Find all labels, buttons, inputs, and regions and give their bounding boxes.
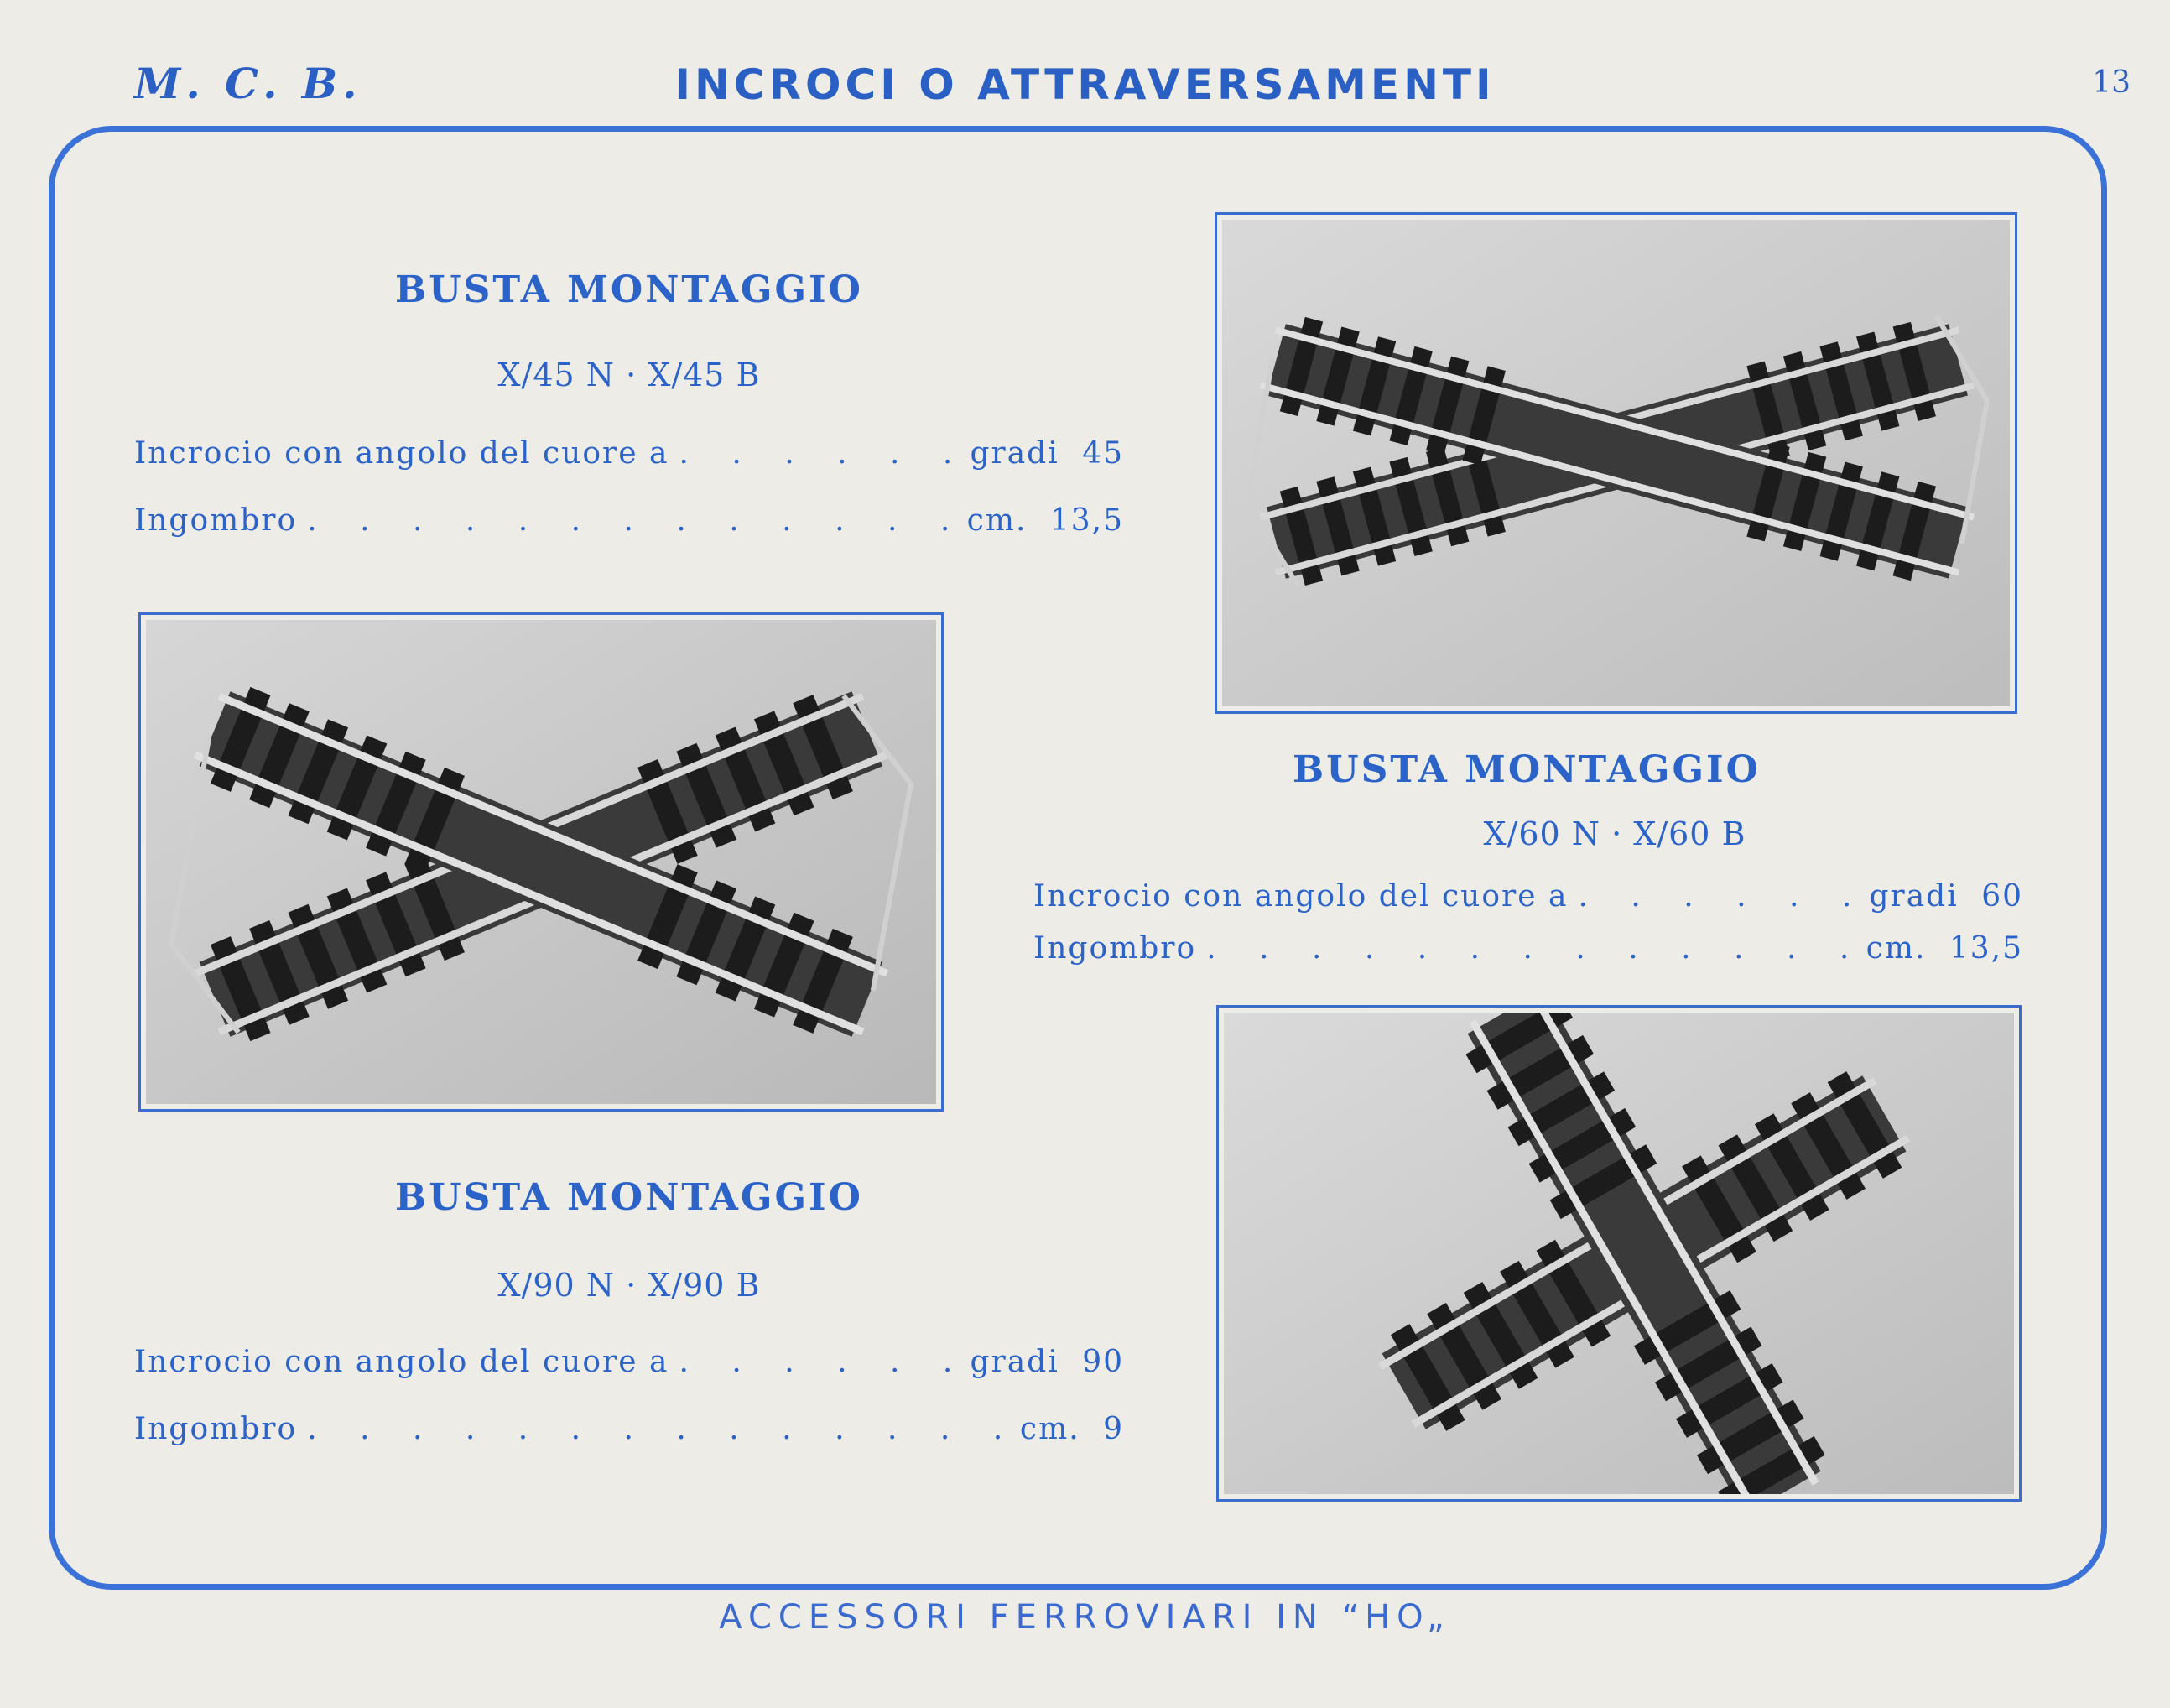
- angle-value: gradi 60: [1869, 879, 2023, 914]
- section-90-size-row: [134, 1412, 1124, 1446]
- crossing-90-image: [1224, 1013, 2014, 1494]
- section-45-heading: BUSTA MONTAGGIO: [395, 268, 863, 311]
- section-90-codes: X/90 N · X/90 B: [497, 1267, 761, 1304]
- angle-label: Incrocio con angolo del cuore a: [134, 436, 669, 471]
- angle-value: gradi 90: [970, 1345, 1124, 1379]
- dot-leader: [297, 1412, 1020, 1446]
- angle-value: gradi 45: [970, 436, 1124, 471]
- mcb-logo: M. C. B.: [134, 59, 362, 108]
- crossing-45-photo: [138, 612, 944, 1112]
- size-label: Ingombro: [1033, 931, 1197, 966]
- dot-leader: [297, 503, 966, 538]
- size-value: cm. 13,5: [1866, 931, 2023, 966]
- size-label: Ingombro: [134, 1412, 298, 1446]
- dot-leader: [1568, 879, 1869, 914]
- page-title: INCROCI O ATTRAVERSAMENTI: [674, 60, 1496, 109]
- angle-label: Incrocio con angolo del cuore a: [1033, 879, 1569, 914]
- section-60-codes: X/60 N · X/60 B: [1483, 815, 1746, 852]
- page-footer: ACCESSORI FERROVIARI IN “HO„: [719, 1598, 1451, 1637]
- section-90-angle-row: [134, 1345, 1124, 1379]
- size-value: cm. 13,5: [966, 503, 1124, 538]
- section-45-codes: X/45 N · X/45 B: [497, 357, 761, 393]
- dot-leader: [1196, 931, 1866, 966]
- crossing-90-photo: [1216, 1005, 2022, 1502]
- crossing-45-image: [146, 620, 936, 1104]
- section-90-heading: BUSTA MONTAGGIO: [395, 1176, 863, 1219]
- size-label: Ingombro: [134, 503, 298, 538]
- dot-leader: [669, 436, 970, 471]
- section-45-angle-row: [134, 436, 1124, 471]
- crossing-60-photo: [1215, 212, 2017, 714]
- section-60-size-row: [1033, 931, 2023, 966]
- section-60-heading: BUSTA MONTAGGIO: [1293, 748, 1761, 791]
- dot-leader: [669, 1345, 970, 1379]
- angle-label: Incrocio con angolo del cuore a: [134, 1345, 669, 1379]
- size-value: cm. 9: [1019, 1412, 1124, 1446]
- page-number: 13: [2092, 65, 2131, 100]
- section-60-angle-row: [1033, 879, 2023, 914]
- crossing-60-image: [1222, 220, 2010, 706]
- section-45-size-row: [134, 503, 1124, 538]
